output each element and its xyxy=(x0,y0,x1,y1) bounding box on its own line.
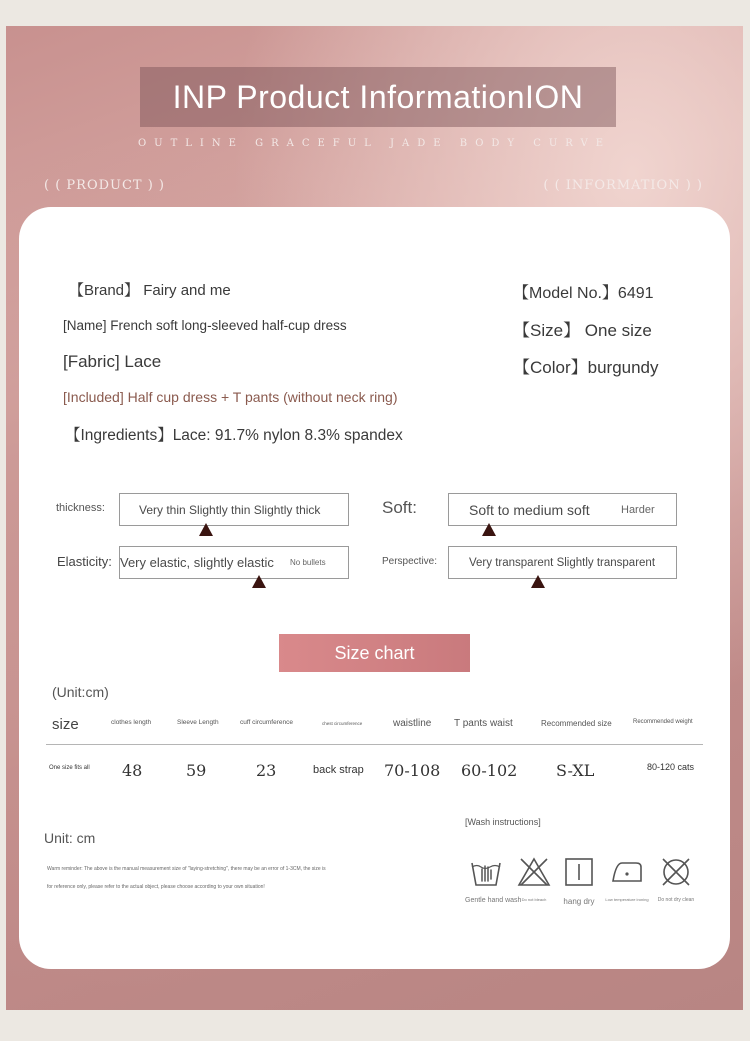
hand-wash-icon xyxy=(469,855,503,889)
low-iron-label: Low temperature ironing xyxy=(605,897,649,902)
brand-text: 【Brand】 Fairy and me xyxy=(69,282,231,299)
model-text: 【Model No.】6491 xyxy=(513,285,654,302)
cell-sleeve-length: 59 xyxy=(186,761,207,780)
perspective-marker xyxy=(531,575,545,588)
cell-waistline: 70-108 xyxy=(384,761,441,780)
thickness-label: thickness: xyxy=(56,502,105,514)
color-text: 【Color】burgundy xyxy=(513,358,659,377)
cell-cuff: 23 xyxy=(256,761,277,780)
elasticity-marker xyxy=(252,575,266,588)
col-tpants-waist: T pants waist xyxy=(454,718,513,729)
soft-scale xyxy=(448,493,677,526)
no-bleach-label: Do not bleach xyxy=(521,897,547,902)
product-info-panel xyxy=(6,26,743,1010)
cell-recommended-weight: 80-120 cats xyxy=(647,762,695,772)
col-waistline: waistline xyxy=(393,718,432,729)
hang-dry-label: hang dry xyxy=(563,897,595,906)
included-text: [Included] Half cup dress + T pants (without neck ring) xyxy=(63,389,398,405)
elasticity-value: Very elastic, slightly elastic xyxy=(120,555,274,570)
reminder-line-1: Warm reminder: The above is the manual measurement size of "laying-stretching", there may be an error of 1-3CM, the size is xyxy=(47,866,326,872)
col-recommended-size: Recommended size xyxy=(541,719,612,728)
no-dry-clean-label: Do not dry clean xyxy=(657,897,695,903)
thickness-marker xyxy=(199,523,213,536)
col-size: size xyxy=(52,716,79,733)
perspective-value: Very transparent Slightly transparent xyxy=(469,556,656,569)
col-clothes-length: clothes length xyxy=(111,719,152,726)
cell-clothes-length: 48 xyxy=(122,761,143,780)
ingredients-text: 【Ingredients】Lace: 91.7% nylon 8.3% spandex xyxy=(65,427,403,444)
col-chest: chest circumference xyxy=(322,721,363,726)
no-dry-clean-icon xyxy=(659,855,693,889)
cell-chest: back strap xyxy=(313,764,364,776)
perspective-label: Perspective: xyxy=(382,556,438,567)
size-chart-unit: (Unit:cm) xyxy=(52,684,109,700)
name-text: [Name] French soft long-sleeved half-cup dress xyxy=(63,318,347,333)
page-subtitle: OUTLINE GRACEFUL JADE BODY CURVE xyxy=(137,138,612,149)
size-text: 【Size】 One size xyxy=(513,321,652,340)
soft-marker xyxy=(482,523,496,536)
fabric-text: [Fabric] Lace xyxy=(63,352,162,371)
soft-extra: Harder xyxy=(621,503,655,516)
wash-title: [Wash instructions] xyxy=(465,817,541,827)
table-divider xyxy=(46,744,703,745)
page-title: INP Product InformationION xyxy=(172,78,584,115)
elasticity-label: Elasticity: xyxy=(57,554,112,569)
size-chart-title: Size chart xyxy=(334,642,415,663)
col-recommended-weight: Recommended weight xyxy=(633,719,693,725)
cell-tpants-waist: 60-102 xyxy=(461,761,518,780)
col-sleeve-length: Sleeve Length xyxy=(177,719,219,726)
cell-size: One size fits all xyxy=(49,765,90,771)
col-cuff: cuff circumference xyxy=(240,719,293,726)
perspective-scale xyxy=(448,546,677,579)
title-banner xyxy=(140,67,616,127)
low-iron-icon xyxy=(610,855,644,889)
elasticity-extra: No bullets xyxy=(290,558,326,567)
reminder-line-2: for reference only, please refer to the actual object, please choose according to your own situation! xyxy=(47,884,265,890)
thickness-scale xyxy=(119,493,349,526)
elasticity-scale xyxy=(119,546,349,579)
information-tag: ( ( INFORMATION ) ) xyxy=(543,178,703,193)
info-card xyxy=(19,207,730,969)
soft-label: Soft: xyxy=(382,498,417,517)
hang-dry-icon xyxy=(562,855,596,889)
no-bleach-icon xyxy=(517,855,551,889)
notes-unit: Unit: cm xyxy=(44,830,96,846)
soft-value: Soft to medium soft xyxy=(469,501,590,518)
product-tag: ( ( PRODUCT ) ) xyxy=(44,178,166,193)
hand-wash-label: Gentle hand wash xyxy=(465,897,522,904)
cell-recommended-size: S-XL xyxy=(556,761,595,780)
thickness-value: Very thin Slightly thin Slightly thick xyxy=(139,502,321,517)
size-chart-banner xyxy=(279,634,470,672)
